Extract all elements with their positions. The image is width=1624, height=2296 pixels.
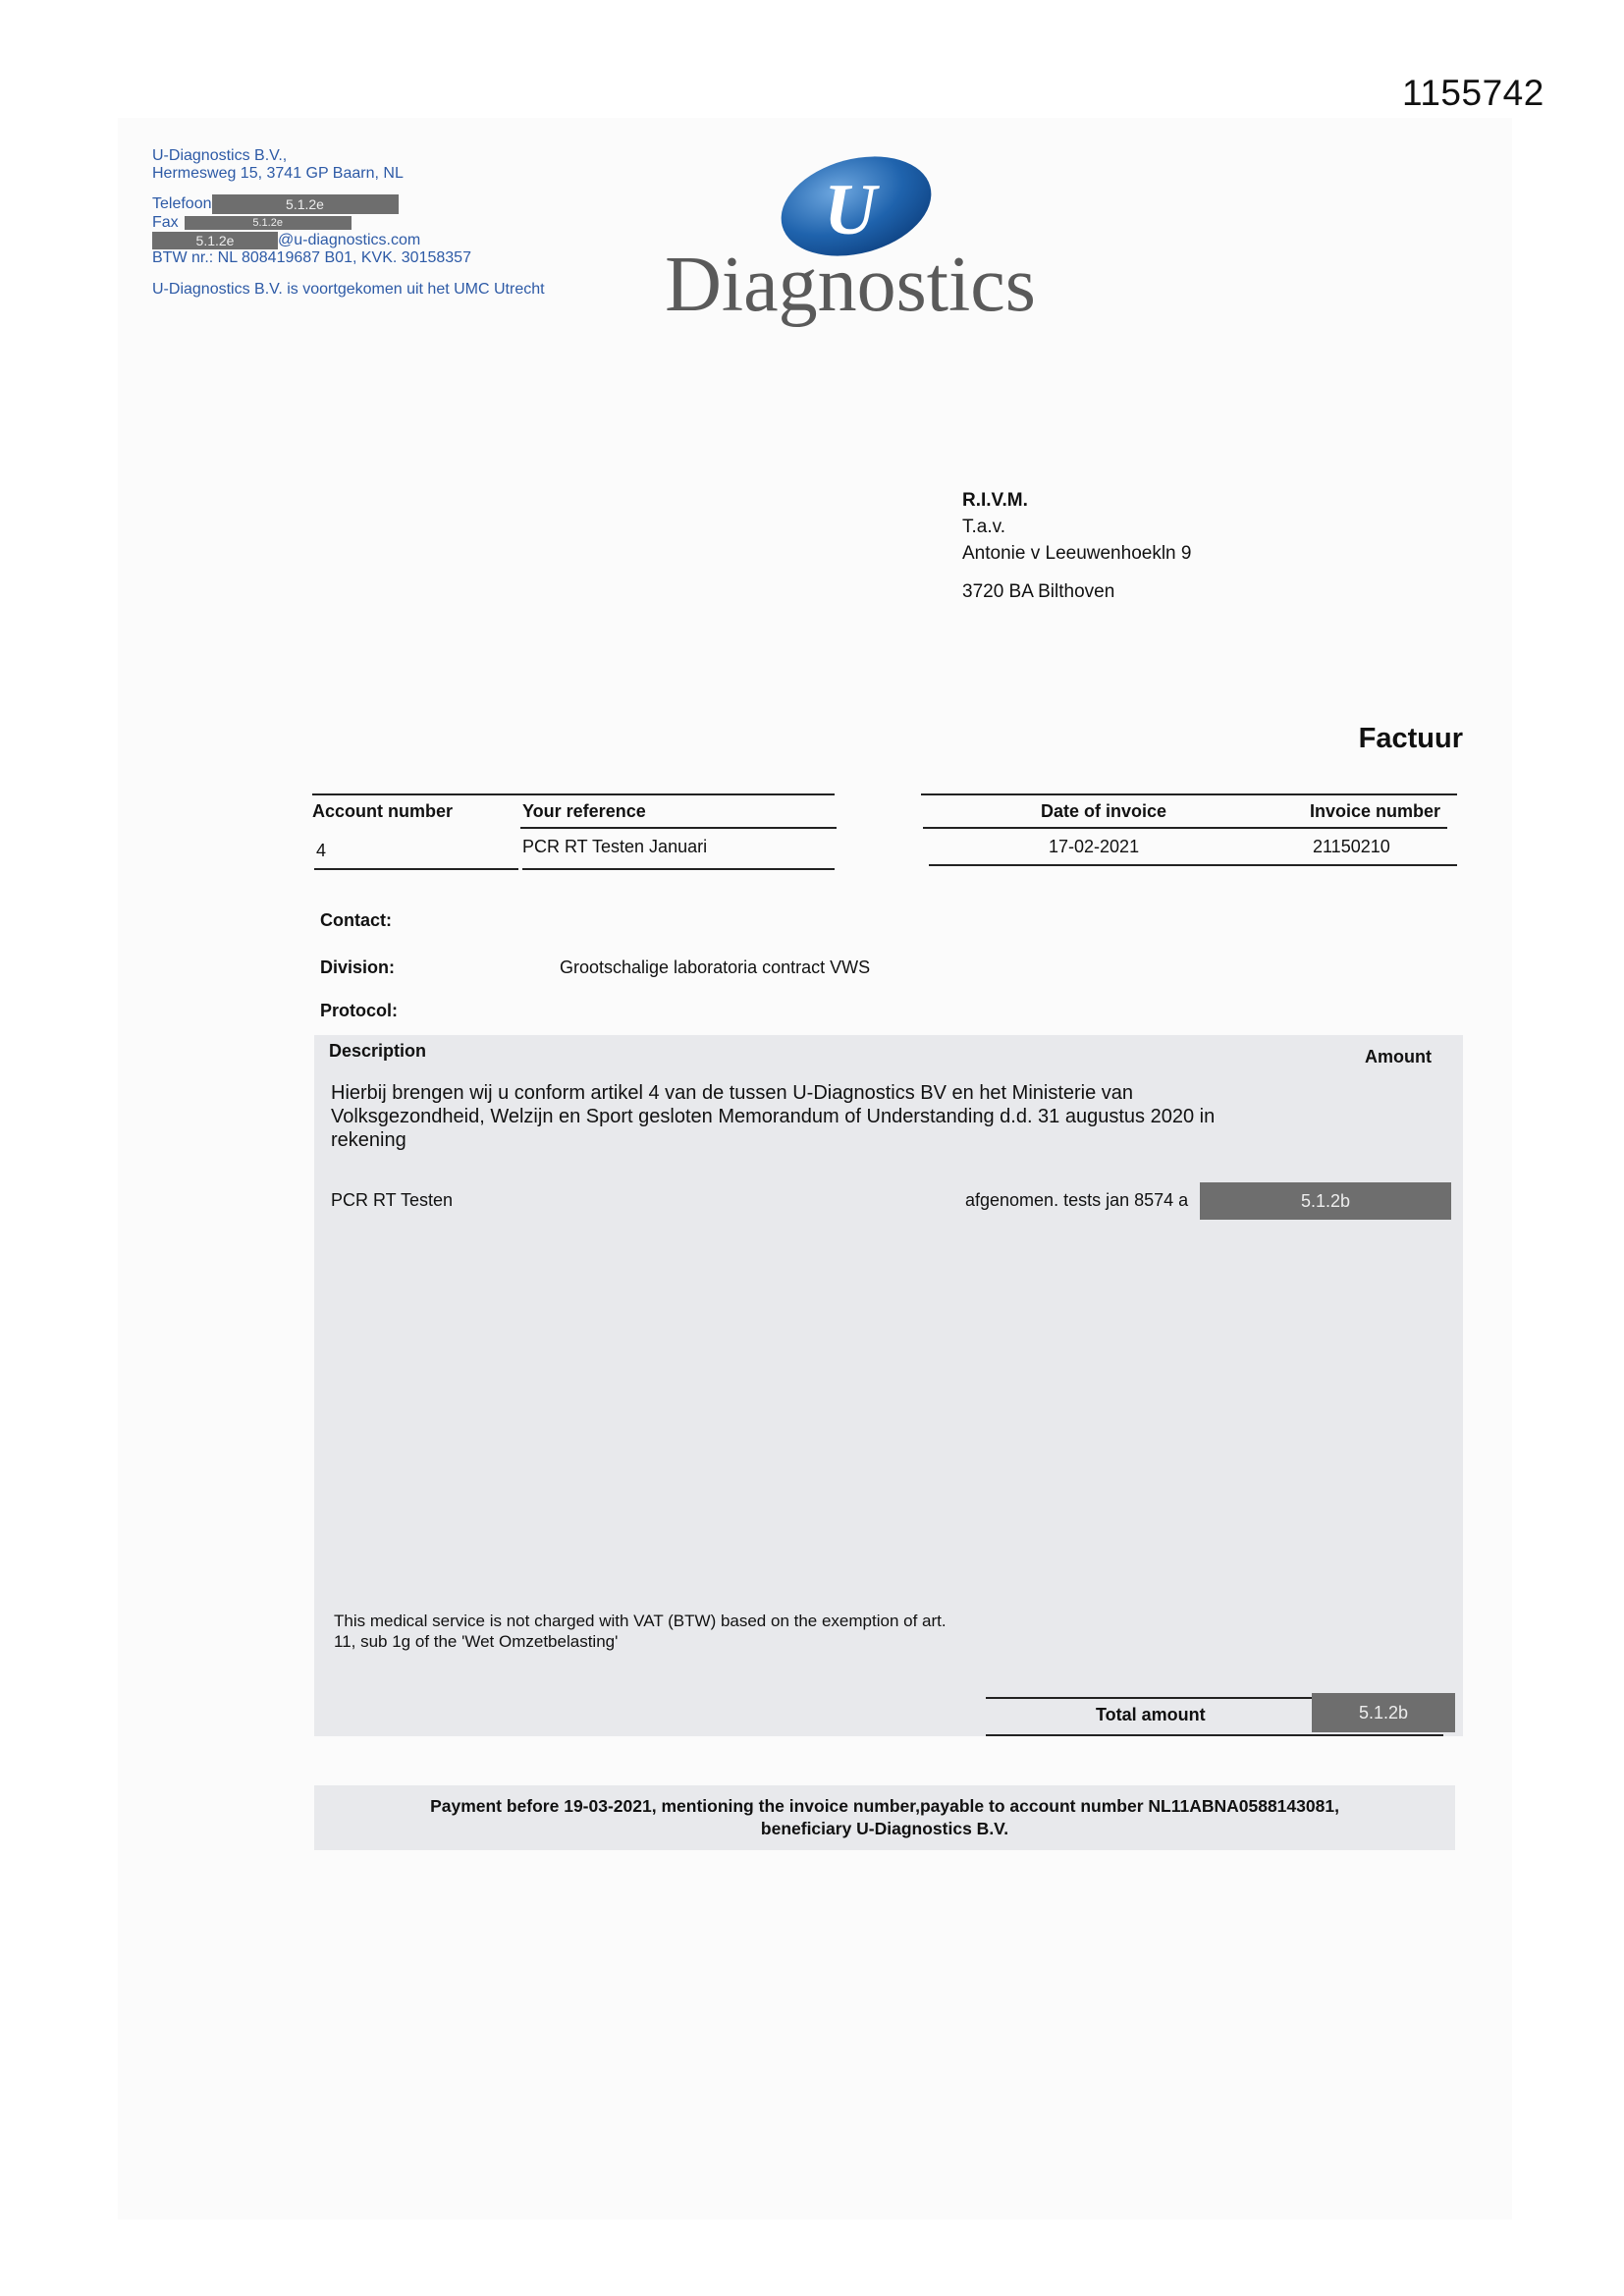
divider bbox=[522, 868, 835, 870]
email-redaction: 5.1.2e bbox=[152, 232, 278, 249]
division-value: Grootschalige laboratoria contract VWS bbox=[560, 957, 871, 977]
date-of-invoice-value: 17-02-2021 bbox=[1049, 837, 1140, 856]
fax-redaction: 5.1.2e bbox=[185, 216, 352, 230]
line-item-amount-redaction: 5.1.2b bbox=[1200, 1182, 1451, 1220]
contact-label: Contact: bbox=[320, 910, 392, 930]
payment-instructions bbox=[314, 1785, 1455, 1850]
phone-label: Telefoon bbox=[152, 195, 212, 213]
line-item-quantity: afgenomen. tests jan 8574 a bbox=[965, 1190, 1189, 1210]
vat-exemption-note: This medical service is not charged with VAT (BTW) based on the exemption of art. 11, sub 1g of the 'Wet Omzetbelasting' bbox=[334, 1612, 947, 1651]
email-suffix: @u-diagnostics.com bbox=[278, 232, 421, 249]
svg-text:Diagnostics: Diagnostics bbox=[665, 242, 1036, 328]
divider bbox=[923, 827, 1447, 829]
sender-address: Hermesweg 15, 3741 GP Baarn, NL bbox=[152, 165, 404, 182]
divider bbox=[520, 827, 837, 829]
sender-company: U-Diagnostics B.V., bbox=[152, 147, 288, 164]
recipient-address bbox=[962, 487, 1355, 605]
recipient-name: R.I.V.M. bbox=[962, 490, 1028, 511]
sender-fax-row bbox=[152, 214, 604, 232]
amount-header: Amount bbox=[1365, 1047, 1432, 1066]
date-of-invoice-header: Date of invoice bbox=[1041, 801, 1167, 821]
invoice-number-value: 21150210 bbox=[1313, 837, 1390, 856]
total-amount-redaction: 5.1.2b bbox=[1312, 1693, 1455, 1732]
u-emblem-icon bbox=[658, 147, 1051, 344]
sender-email-row bbox=[152, 232, 604, 249]
line-item-name: PCR RT Testen bbox=[331, 1190, 454, 1210]
divider bbox=[986, 1734, 1443, 1736]
company-logo bbox=[658, 147, 1051, 344]
sender-origin: U-Diagnostics B.V. is voortgekomen uit het UMC Utrecht bbox=[152, 281, 545, 299]
description-header: Description bbox=[329, 1041, 427, 1061]
svg-text:U: U bbox=[824, 170, 877, 250]
account-number-header: Account number bbox=[312, 801, 454, 821]
invoice-number-header: Invoice number bbox=[1310, 801, 1441, 821]
recipient-street: Antonie v Leeuwenhoekln 9 bbox=[962, 543, 1192, 564]
your-reference-header: Your reference bbox=[522, 801, 646, 821]
sender-block bbox=[152, 147, 604, 299]
payment-line-2: beneficiary U-Diagnostics B.V. bbox=[760, 1819, 1009, 1838]
invoice-intro-text: Hierbij brengen wij u conform artikel 4 van de tussen U-Diagnostics BV en het Ministerie van Volksgezondheid, Welzijn en Sport gesloten Memorandum of Understanding d.d. 31 augustus 2020 in rekening bbox=[331, 1082, 1216, 1151]
document-number: 1155742 bbox=[1402, 73, 1544, 113]
recipient-attention: T.a.v. bbox=[962, 517, 1005, 537]
payment-line-1: Payment before 19-03-2021, mentioning the invoice number,payable to account number NL11ABNA0588143081, bbox=[430, 1796, 1339, 1816]
divider bbox=[929, 864, 1457, 866]
invoice-title: Factuur bbox=[1358, 723, 1463, 754]
your-reference-value: PCR RT Testen Januari bbox=[522, 837, 708, 856]
sender-phone-row bbox=[152, 194, 604, 214]
sender-registration: BTW nr.: NL 808419687 B01, KVK. 30158357 bbox=[152, 249, 471, 267]
total-amount-label: Total amount bbox=[1096, 1705, 1206, 1724]
recipient-city: 3720 BA Bilthoven bbox=[962, 581, 1115, 602]
protocol-label: Protocol: bbox=[320, 1001, 398, 1020]
fax-label: Fax bbox=[152, 214, 179, 231]
phone-redaction: 5.1.2e bbox=[212, 194, 399, 214]
division-label: Division: bbox=[320, 957, 396, 977]
divider bbox=[314, 868, 518, 870]
divider bbox=[921, 793, 1457, 795]
account-number-value: 4 bbox=[316, 841, 327, 860]
divider bbox=[312, 793, 835, 795]
